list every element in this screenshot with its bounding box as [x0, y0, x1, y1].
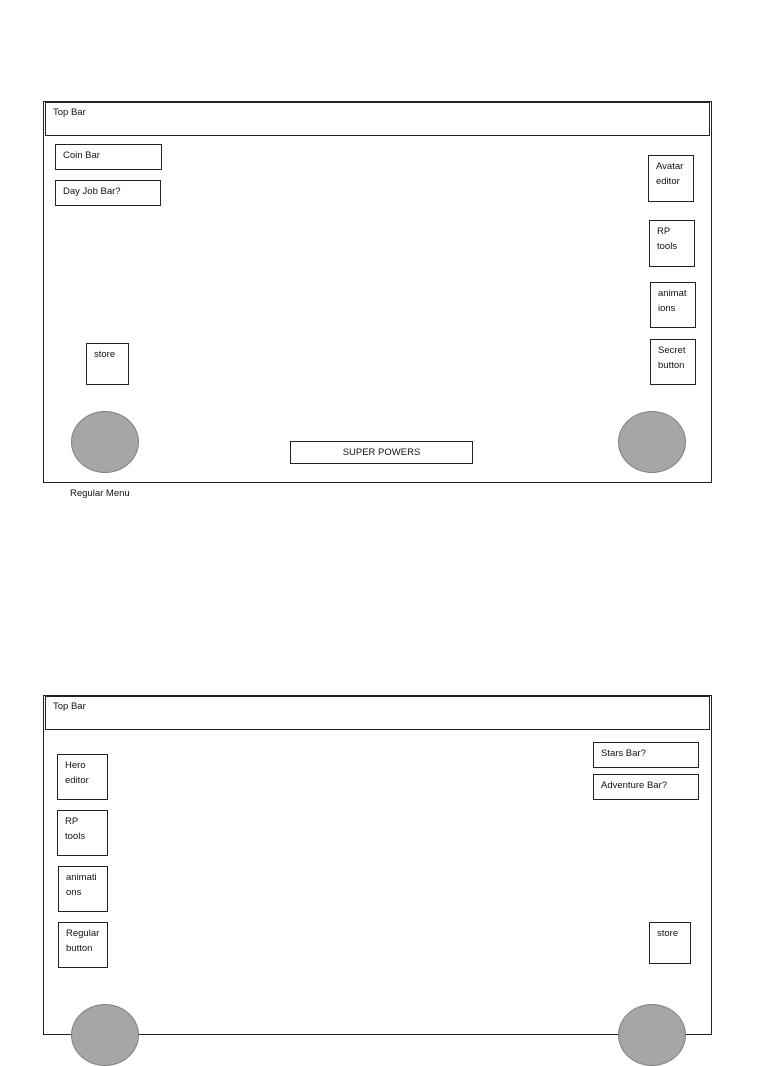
day-job-bar: Day Job Bar? [55, 180, 161, 206]
rp-tools-button[interactable]: RP tools [649, 220, 695, 267]
hero-editor-button[interactable]: Hero editor [57, 754, 108, 800]
hero-rp-tools-button[interactable]: RP tools [57, 810, 108, 856]
coin-bar: Coin Bar [55, 144, 162, 170]
hero-top-bar: Top Bar [45, 696, 710, 730]
left-joystick[interactable] [71, 411, 139, 473]
regular-top-bar: Top Bar [45, 102, 710, 136]
store-button[interactable]: store [86, 343, 129, 385]
adventure-bar: Adventure Bar? [593, 774, 699, 800]
hero-store-button[interactable]: store [649, 922, 691, 964]
secret-button[interactable]: Secret button [650, 339, 696, 385]
hero-left-joystick[interactable] [71, 1004, 139, 1066]
avatar-editor-button[interactable]: Avatar editor [648, 155, 694, 202]
hero-right-joystick[interactable] [618, 1004, 686, 1066]
stars-bar: Stars Bar? [593, 742, 699, 768]
super-powers-button[interactable]: SUPER POWERS [290, 441, 473, 464]
right-joystick[interactable] [618, 411, 686, 473]
animations-button[interactable]: animat ions [650, 282, 696, 328]
regular-button[interactable]: Regular button [58, 922, 108, 968]
regular-menu-caption: Regular Menu [70, 488, 130, 499]
hero-animations-button[interactable]: animati ons [58, 866, 108, 912]
